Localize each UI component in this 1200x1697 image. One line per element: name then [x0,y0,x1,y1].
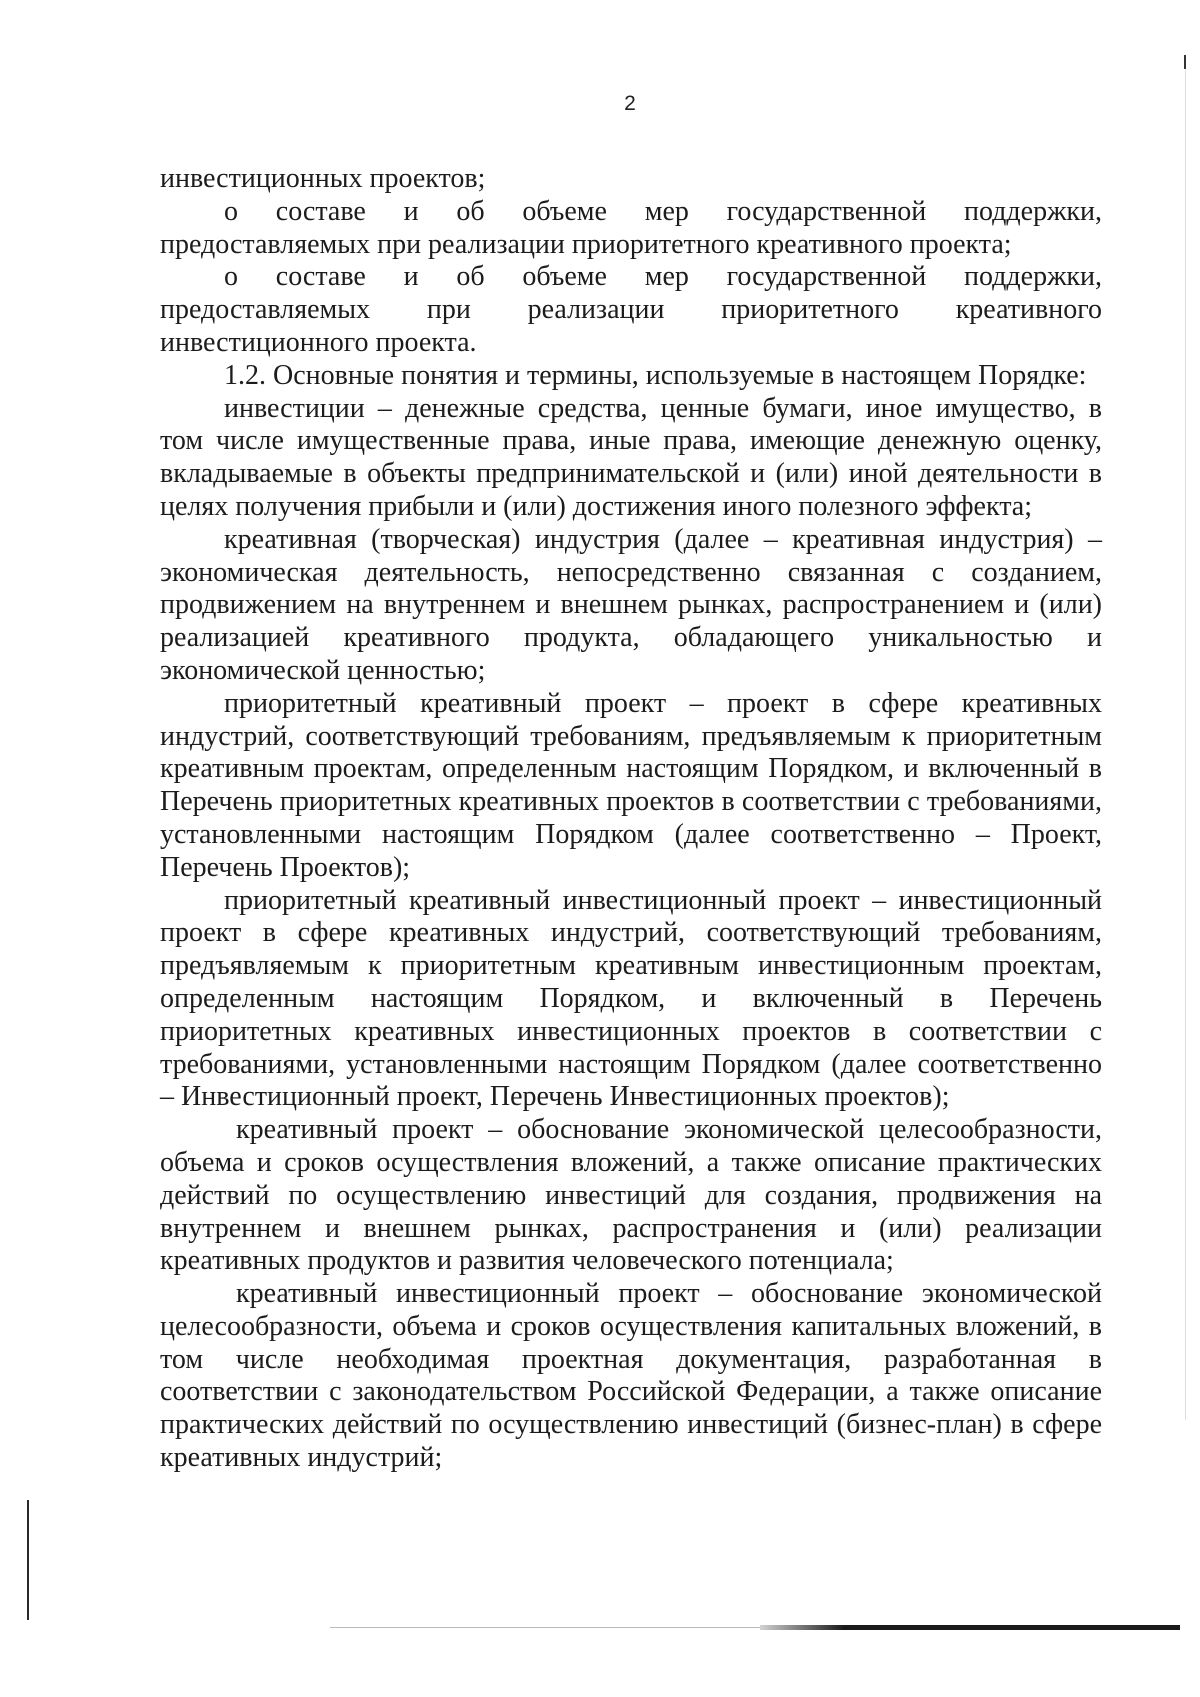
page-number: 2 [624,92,636,115]
scan-edge-mark [27,1500,29,1620]
scan-edge-line [1185,70,1186,1420]
definition-creative-investment-project: креативный инвестиционный проект – обоснование экономической целесообразности, объема и сроков осуществления капитальных вложений, в том числе необходимая проектная документация, разработанная в соответствии с законодательством Российской Федерации, а также описание практических действий по осуществлению инвестиций (бизнес-план) в сфере креативных индустрий; [160,1278,1102,1474]
definition-creative-industry: креативная (творческая) индустрия (далее – креативная индустрия) – экономическая деятельность, непосредственно связанная с созданием, продвижением на внутреннем и внешнем рынках, распространением и (или) реализацией креативного продукта, обладающего уникальностью и экономической ценностью; [160,523,1102,686]
paragraph-support-measures-investment-project: о составе и об объеме мер государственной поддержки, предоставляемых при реализации приоритетного креативного инвестиционного проекта. [160,261,1102,358]
paragraph-support-measures-project: о составе и об объеме мер государственной поддержки, предоставляемых при реализации приоритетного креативного проекта; [160,195,1102,260]
definition-priority-creative-project: приоритетный креативный проект – проект в сфере креативных индустрий, соответствующий требованиям, предъявляемым к приоритетным креативным проектам, определенным настоящим Порядком, и включенный в Перечень приоритетных креативных проектов в соответствии с требованиями, установленными настоящим Порядком (далее соответственно – Проект, Перечень Проектов); [160,687,1102,883]
definition-investments: инвестиции – денежные средства, ценные бумаги, иное имущество, в том числе имущественные права, иные права, имеющие денежную оценку, вкладываемые в объекты предпринимательской и (или) иной деятельности в целях получения прибыли и (или) достижения иного полезного эффекта; [160,392,1102,522]
paragraph-continuation: инвестиционных проектов; [160,163,486,194]
scan-edge-mark [1184,55,1186,69]
definition-priority-creative-investment-project: приоритетный креативный инвестиционный проект – инвестиционный проект в сфере креативных индустрий, соответствующий требованиям, предъявляемым к приоритетным креативным инвестиционным проектам, определенным настоящим Порядком, и включенный в Перечень приоритетных креативных инвестиционных проектов в соответствии с требованиями, установленными настоящим Порядком (далее соответственно – Инвестиционный проект, Перечень Инвестиционных проектов); [160,884,1102,1113]
scan-edge-line [760,1625,1180,1630]
scan-edge-line [330,1627,760,1628]
definition-creative-project: креативный проект – обоснование экономической целесообразности, объема и сроков осуществления вложений, а также описание практических действий по осуществлению инвестиций для создания, продвижения на внутреннем и внешнем рынках, распространения и (или) реализации креативных продуктов и развития человеческого потенциала; [160,1114,1102,1277]
document-body [160,163,1102,1475]
paragraph-section-1-2: 1.2. Основные понятия и термины, используемые в настоящем Порядке: [224,359,1087,391]
